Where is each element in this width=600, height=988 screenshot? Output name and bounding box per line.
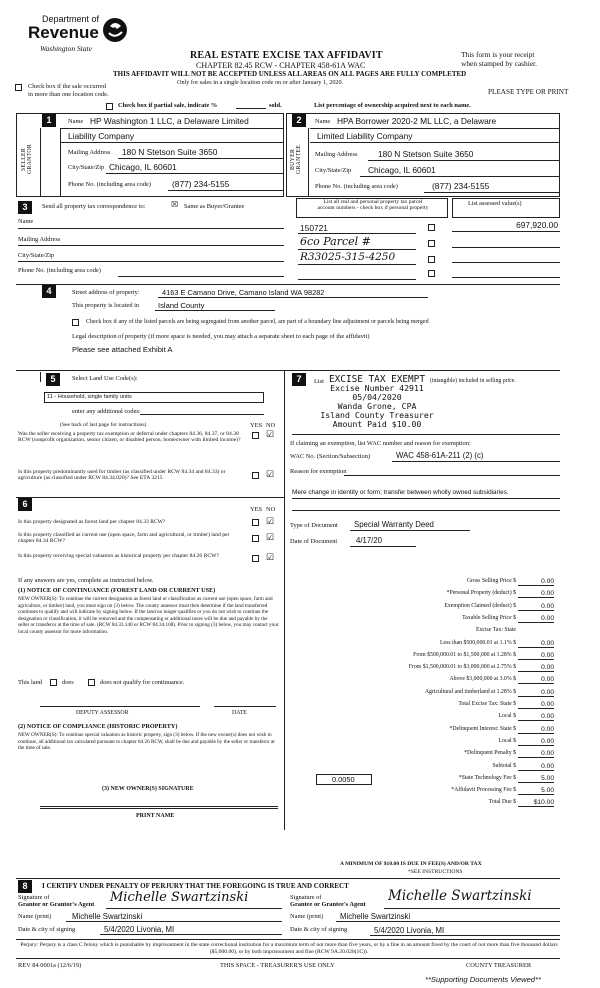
buyer-name-label: Name [315,118,331,125]
fee-row [290,750,558,760]
doc-type[interactable]: Special Warranty Deed [354,520,434,529]
grantee-date-line [370,935,560,936]
print-name-line[interactable] [40,808,278,809]
wac-number[interactable]: WAC 458-61A-211 (2) (c) [396,451,484,460]
reason-value[interactable]: Mere change in identity or form; transfer between wholly owned subsidiaries. [292,489,509,496]
reason-label: Reason for exemption [290,468,347,475]
multi-location-checkbox[interactable] [15,84,22,91]
section-6-number: 6 [18,498,32,511]
new-owner-signature-label: (3) NEW OWNER(S) SIGNATURE [102,786,194,792]
partial-sale-sold: sold. [269,102,282,109]
notice-continuance-body: NEW OWNER(S): To continue the current designation as forest land or classification as current use (open space, farm and agriculture, or timber) land, you must sign on (3) below. The county assessor must then determine if the land transferred continues to qualify and will indicate by signing below. If the land no longer qualifies or you do not wish to continue the designation or classification, it will be removed and the compensating or additional taxes will be due and payable by the seller or transferor at the time of sale. (RCW 84.33.140 or RCW 84.34.108). Prior to signing (3) below, you may contact your local county assessor for more information. [18,596,279,635]
grantor-name-line [66,921,282,922]
county-label: This property is located in [72,302,140,309]
deputy-date-label: DATE [232,710,247,716]
s6-yes-header: YES [250,506,263,513]
fee-label: Agricultural and timberland at 1.28% $ [424,688,516,695]
parcel-1-personal-checkbox[interactable] [428,224,435,231]
land-use-label: Select Land Use Code(s): [72,375,138,382]
deputy-assessor-line[interactable] [40,706,200,707]
form-use-note: Only for sales in a single location code on or after January 1, 2020. [177,79,344,86]
parcel-header [300,199,446,212]
s3-city-label: City/State/Zip [18,252,55,259]
stamp-line-6: Amount Paid $10.00 [332,419,422,429]
fee-label: Subtotal $ [492,762,516,769]
fee-row [290,738,558,748]
seller-name-line [60,128,284,129]
buyer-city-line [360,176,560,177]
fee-value[interactable]: 0.00 [518,578,554,586]
parcel-header-1: List all real and personal property tax parcel [323,199,423,205]
fee-value[interactable]: 5.00 [518,787,554,795]
section-5-rule [16,370,560,371]
fee-row [290,590,558,600]
perjury-statement: Perjury: Perjury is a class C felony which is punishable by imprisonment in the state correctional institution for a maximum term of not more than five years, or by a fine in an amount fixed by the court of not more than five thousand dollars ($5,000.00), or by both imprisonment and fine (RCW 9A.20.020(1C)). [20,942,558,955]
s6-q3-yes[interactable] [252,555,259,562]
buyer-address[interactable]: 180 N Stetson Suite 3650 [378,149,474,159]
grantee-sig-label-a: Signature of [290,894,322,901]
seller-name-line-2 [60,142,284,143]
doc-type-line [350,530,470,531]
grantee-name-line [336,921,560,922]
fee-label: *Delinquent Interest: State $ [449,725,516,732]
seller-city[interactable]: Chicago, IL 60601 [109,162,177,172]
s6-q2-yes[interactable] [252,535,259,542]
parcel-4-personal-checkbox[interactable] [428,270,435,277]
land-does-not-checkbox[interactable] [88,679,95,686]
fee-label: *Personal Property (deduct) $ [446,590,516,597]
buyer-name-2[interactable]: Limited Liability Company [317,131,413,141]
center-divider [284,370,285,830]
s3-address-label: Mailing Address [18,236,61,243]
buyer-address-label: Mailing Address [315,151,358,158]
fee-value[interactable]: 0.00 [518,664,554,672]
section-1-number: 1 [42,114,56,127]
fee-row [290,615,558,625]
grantor-signature[interactable]: Michelle Swartzinski [110,890,249,905]
s3-phone-label: Phone No. (including area code) [18,267,101,274]
fee-row [290,627,558,637]
doc-type-label: Type of Document [290,522,338,529]
fee-value[interactable]: 0.00 [518,726,554,734]
buyer-city[interactable]: Chicago, IL 60601 [368,165,436,175]
local-rate: 0.0050 [332,775,355,784]
wa-logo-icon [102,16,128,44]
s6-question-2: Is this property classified as current use (open space, farm and agricultural, or timber) land per chapter 84.34 RCW? [18,532,230,545]
doc-date-line [350,546,416,547]
parcel-2-line [298,249,416,250]
fee-value[interactable]: 0.00 [518,590,554,598]
seller-address-line [118,158,284,159]
percentage-instruction: List percentage of ownership acquired next to each name. [314,102,471,109]
grantee-signature-line [384,908,560,909]
section-5-number: 5 [46,373,60,386]
fee-label: From $1,500,000.01 to $3,000,000 at 2.75% $ [408,664,516,671]
s3-name-label: Name [18,218,34,225]
fee-label: Less than $500,000.01 at 1.1% $ [440,639,516,646]
buyer-name-line [310,128,560,129]
additional-codes-field[interactable] [140,414,264,415]
fee-label: Total Excise Tax: State $ [458,701,516,707]
grantee-name[interactable]: Michelle Swartzinski [340,912,411,921]
print-name-label: PRINT NAME [136,813,175,819]
street-address-label: Street address of property: [72,289,140,296]
fee-value[interactable]: 0.00 [518,689,554,697]
parcel-4-line [298,279,416,280]
assessed-3-line [452,262,560,263]
fee-value[interactable]: 5.00 [518,775,554,783]
grantee-date-label: Date & city of signing [290,926,348,933]
fee-label: Exemption Claimed (deduct) $ [444,602,516,609]
parcel-3-line [298,264,416,265]
s5-yes-header: YES [250,422,263,429]
multi-location-label-2: in more than one location code. [28,91,109,98]
seller-name-1[interactable]: HP Washington 1 LLC, a Delaware Limited [90,116,249,126]
same-as-buyer-label: Same as Buyer/Grantee [184,203,245,210]
section-4-rule [16,284,560,285]
fee-row [290,763,558,773]
seller-phone-line [168,190,284,191]
fee-row [290,726,558,736]
buyer-side-label: BUYER GRANTEE [290,144,302,174]
dept-line1: Department of [42,14,100,24]
parcel-3[interactable]: R33025-315-4250 [300,251,396,263]
s3-phone-field[interactable] [118,276,284,277]
reason-line-3 [292,510,560,511]
segregated-label: Check box if any of the listed parcels are being segregated from another parcel, are part of a boundary line adjustment or parcels being merged [86,319,429,325]
fee-label: *State Technology Fee $ [458,774,516,781]
buyer-phone-line [424,192,560,193]
fee-label: Total Due $ [488,799,516,806]
s5-no-header: NO [266,422,276,429]
wac-line [392,461,560,462]
receipt-note-2: when stamped by cashier. [461,59,537,68]
grantor-name[interactable]: Michelle Swartzinski [72,912,143,921]
doc-date[interactable]: 4/17/20 [356,536,383,545]
wac-label: WAC No. (Section/Subsection) [290,453,371,460]
s3-name-field[interactable] [18,228,284,229]
grantor-date-label: Date & city of signing [18,926,76,933]
land-use-value: 11 - Household, single family units [47,394,132,400]
parcel-3-personal-checkbox[interactable] [428,256,435,263]
fee-value[interactable]: 0.00 [518,676,554,684]
additional-codes-label: enter any additional codes: [72,408,141,415]
buyer-name-line-2 [310,142,560,143]
type-or-print: PLEASE TYPE OR PRINT [488,88,569,96]
dor-logo [14,14,134,58]
fee-label: Taxable Selling Price $ [462,614,516,621]
send-correspondence-label: Send all property tax correspondence to: [42,203,146,210]
seller-phone[interactable]: (877) 234-5155 [172,179,230,189]
stamp-line-3: 05/04/2020 [352,392,402,402]
section-8-number: 8 [18,880,32,893]
seller-phone-label: Phone No. (including area code) [68,181,151,188]
s5-question-1: Was the seller receiving a property tax exemption or deferral under chapters 84.36, 84.37, or 84.38 RCW (nonprofit organization, senior citizen, or disabled person, homeowner with limited income)? [18,431,241,444]
s5-q2-yes[interactable] [252,472,259,479]
receipt-note-1: This form is your receipt [461,50,535,59]
fee-row [290,664,558,674]
land-does-label: does [62,679,74,686]
section-4-number: 4 [42,285,56,298]
supporting-docs-viewed: **Supporting Documents Viewed** [425,975,541,984]
minimum-due-note: A MINIMUM OF $10.00 IS DUE IN FEE(S) AND/OR TAX [340,861,482,867]
section-6-rule [16,497,284,498]
assessed-header: List assessed value(s) [468,200,522,207]
partial-sale-percent[interactable] [236,108,266,109]
seller-name-2[interactable]: Liability Company [68,131,135,141]
fee-row [290,689,558,699]
fee-row [290,652,558,662]
seller-side-divider-2 [60,128,61,197]
fee-value[interactable]: 0.00 [518,701,554,709]
see-instructions-note: *SEE INSTRUCTIONS [408,869,463,875]
s5-q1-yes[interactable] [252,432,259,439]
grantor-sig-label-a: Signature of [18,894,50,901]
certify-statement: I CERTIFY UNDER PENALTY OF PERJURY THAT THE FOREGOING IS TRUE AND CORRECT [42,882,349,890]
seller-side-label: SELLER GRANTOR [21,144,33,175]
seller-address-label: Mailing Address [68,149,111,156]
grantor-name-label: Name (print) [18,913,52,920]
fee-label: From $500,000.01 to $1,500,000 at 1.28% $ [413,651,516,658]
grantor-date-line [100,934,282,935]
fee-value[interactable]: 0.00 [518,738,554,746]
assessed-1[interactable]: 697,920.00 [516,220,558,230]
s6-q2-no[interactable]: ☑ [266,532,275,542]
grantee-sig-label-b: Grantee or Grantee's Agent [290,901,366,908]
s6-question-1: Is this property designated as forest land per chapter 84.33 RCW? [18,519,166,525]
fee-row [290,713,558,723]
buyer-phone-label: Phone No. (including area code) [315,183,398,190]
section-2-number: 2 [292,114,306,127]
grantee-name-label: Name (print) [290,913,324,920]
doc-date-label: Date of Document [290,538,338,545]
s6-q1-yes[interactable] [252,519,259,526]
stamp-line-2: Excise Number 42911 [330,383,424,393]
dept-line3: Washington State [40,44,93,53]
land-does-checkbox[interactable] [50,679,57,686]
list-label: List [314,378,324,385]
s6-no-header: NO [266,506,276,513]
s5-question-2: Is this property predominantly used for timber (as classified under RCW 84.34 and 84.33) or agriculture (as classified under RCW 84.34.020)? See ETA 3215 [18,469,226,482]
s6-q1-no[interactable]: ☑ [266,516,275,526]
buyer-side-divider [308,128,309,197]
partial-sale-label: Check box if partial sale, indicate % [118,102,218,109]
fee-label: *Affidavit Processing Fee $ [451,787,516,794]
fee-value[interactable]: 0.00 [518,615,554,623]
notice-compliance-body: NEW OWNER(S): To continue special valuation as historic property, sign (3) below. If the new owner(s) does not wish to continue, all additional tax calculated pursuant to chapter 84.26 RCW, shall be due and payable by the seller or transferor at the time of sale. [18,732,275,752]
fee-value[interactable]: 0.00 [518,652,554,660]
seller-address[interactable]: 180 N Stetson Suite 3650 [122,147,218,157]
street-address[interactable]: 4163 E Camano Drive, Camano Island WA 98282 [162,288,325,297]
form-title: REAL ESTATE EXCISE TAX AFFIDAVIT [190,50,383,61]
fee-label: Local $ [498,713,516,720]
assessed-2-line [452,247,560,248]
fee-label: Local $ [498,737,516,744]
section-3-number: 3 [18,201,32,214]
land-does-not-label: does not qualify for continuance. [100,679,185,686]
personal-property-line [292,434,560,435]
buyer-name-1[interactable]: HPA Borrower 2020-2 ML LLC, a Delaware [337,116,497,126]
parcel-header-2: account numbers - check box if personal property [317,205,429,212]
if-yes-note: If any answers are yes, complete as instructed below. [18,577,154,584]
segregated-checkbox[interactable] [72,319,79,326]
buyer-city-label: City/State/Zip [315,167,352,174]
assessed-4-line [452,277,560,278]
form-revision: REV 84 0001a (12/6/19) [18,962,82,969]
parcel-1-line [298,233,416,234]
form-chapter: CHAPTER 82.45 RCW - CHAPTER 458-61A WAC [196,61,366,70]
s3-address-field[interactable] [18,245,284,246]
fee-value[interactable]: $10.00 [518,799,554,807]
s5-q1-no[interactable]: ☑ [266,429,275,439]
fee-row [290,787,558,797]
street-address-line [158,297,428,298]
this-land-label: This land [18,679,42,686]
notice-compliance-title: (2) NOTICE OF COMPLIANCE (HISTORIC PROPERTY) [18,723,178,730]
fee-value[interactable]: 0.00 [518,763,554,771]
parcel-2[interactable]: 6co Parcel # [300,235,371,248]
multi-location-label: Check box if the sale occurred [28,83,106,90]
grantee-signature[interactable]: Michelle Swartzinski [388,888,532,904]
excise-stamp [318,375,436,429]
perjury-rule [16,939,560,940]
list-tail: (intangible) included in selling price. [430,378,516,384]
grantor-date-city[interactable]: 5/4/2020 Livonia, MI [104,925,175,934]
grantor-signature-line [106,908,282,909]
fee-value[interactable]: 0.00 [518,603,554,611]
deputy-date-line[interactable] [214,706,276,707]
buyer-address-line [368,160,560,161]
s3-city-field[interactable] [18,261,284,262]
deputy-assessor-label: DEPUTY ASSESSOR [76,710,129,716]
section-7-number: 7 [292,373,306,386]
footer-rule [16,958,560,959]
seller-side-divider [40,128,41,197]
see-back-note: (See back of last page for instructions) [60,422,147,428]
stamp-line-1: EXCISE TAX EXEMPT [329,374,425,385]
s5-q2-no[interactable]: ☑ [266,469,275,479]
legal-description-label: Legal description of property (if more space is needed, you may attach a separate sheet to each page of the affidavit) [72,333,370,340]
notice-continuance-title: (1) NOTICE OF CONTINUANCE (FOREST LAND OR CURRENT USE) [18,587,216,594]
fee-row [290,799,558,809]
s6-question-3: Is this property receiving special valuation as historical property per chapter 84.26 RCW? [18,553,219,559]
fee-row [290,578,558,588]
fee-label: Gross Selling Price $ [466,578,516,584]
fee-row [290,676,558,686]
buyer-phone[interactable]: (877) 234-5155 [432,181,490,191]
fee-value[interactable]: 0.00 [518,640,554,648]
grantee-date-city[interactable]: 5/4/2020 Livonia, MI [374,926,445,935]
partial-sale-checkbox[interactable] [106,103,113,110]
grantor-sig-label-b: Grantor or Grantor's Agent [18,901,95,908]
parcel-2-personal-checkbox[interactable] [428,240,435,247]
form-warning: THIS AFFIDAVIT WILL NOT BE ACCEPTED UNLESS ALL AREAS ON ALL PAGES ARE FULLY COMPLETED [113,70,467,78]
fee-value[interactable]: 0.00 [518,713,554,721]
fee-label: *Delinquent Penalty $ [464,750,516,757]
reason-line [344,475,560,476]
fee-row [290,701,558,711]
parcel-1[interactable]: 150721 [300,223,328,233]
fee-label: Above $3,000,000 at 3.0% $ [449,676,516,683]
treasurer-use-only: THIS SPACE - TREASURER'S USE ONLY [220,962,335,969]
claim-exemption-label: If claiming an exemption, list WAC number and reason for exemption: [290,440,471,447]
legal-description[interactable]: Please see attached Exhibit A [72,345,173,354]
assessed-1-line [452,231,560,232]
same-as-buyer-checkbox[interactable]: ☒ [171,200,179,209]
seller-city-line [106,173,284,174]
new-owner-signature-line[interactable] [40,806,278,807]
fee-value[interactable]: 0.00 [518,750,554,758]
reason-line-2 [292,498,560,499]
county-line [155,310,275,311]
stamp-line-5: Island County Treasurer [320,410,434,420]
stamp-line-4: Wanda Grone, CPA [337,401,417,411]
county-treasurer-label: COUNTY TREASURER [466,962,532,969]
seller-city-label: City/State/Zip [68,164,105,171]
section-8-rule [16,878,560,879]
seller-name-label: Name [68,118,84,125]
dept-line2: Revenue [28,23,99,42]
fee-label: Excise Tax: State [475,627,516,634]
s6-q3-no[interactable]: ☑ [266,552,275,562]
county[interactable]: Island County [158,301,205,310]
fee-row [290,640,558,650]
fee-row [290,603,558,613]
